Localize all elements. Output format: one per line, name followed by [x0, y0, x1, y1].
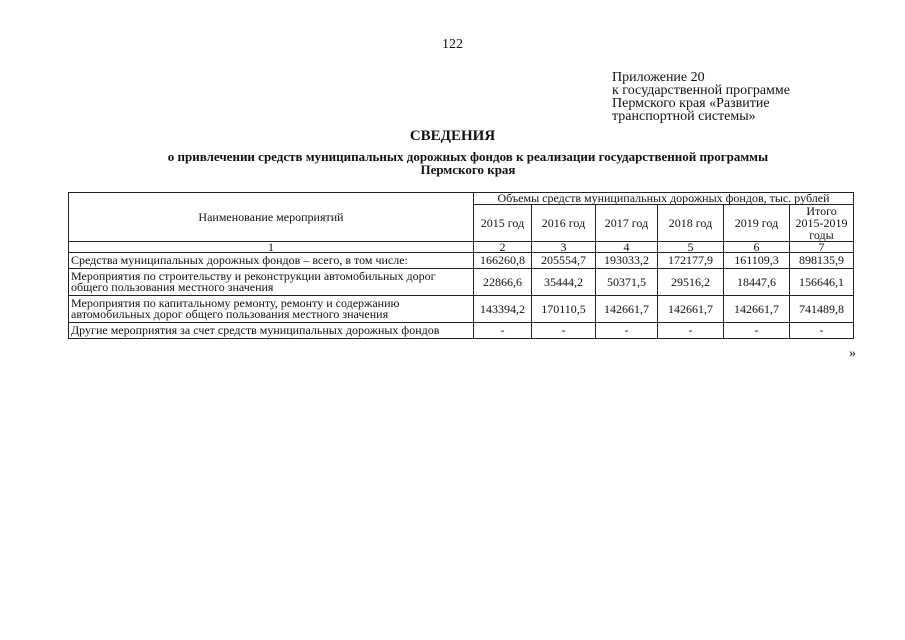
table-cell: 50371,5: [596, 269, 658, 296]
table-cell: 161109,3: [724, 253, 790, 269]
column-number: 6: [724, 242, 790, 253]
year-header: 2017 год: [596, 205, 658, 242]
table-row: [69, 296, 854, 323]
table-row: [69, 253, 854, 269]
column-number-row: [69, 242, 854, 253]
row-label-line: Средства муниципальных дорожных фондов – всего, в том числе:: [71, 253, 408, 267]
table-cell: 142661,7: [658, 296, 724, 323]
table-cell: -: [474, 323, 532, 339]
row-label-line: Мероприятия по капитальному ремонту, ремонту и содержанию: [71, 296, 400, 310]
table-cell: 143394,2: [474, 296, 532, 323]
page-number: 122: [442, 37, 463, 52]
table-cell: 193033,2: [596, 253, 658, 269]
appendix-line: Приложение 20: [612, 70, 705, 85]
column-number: 2: [474, 242, 532, 253]
table-cell: 898135,9: [790, 253, 854, 269]
subtitle-line: Пермского края: [420, 162, 516, 177]
table-cell: 741489,8: [790, 296, 854, 323]
volume-header: Объемы средств муниципальных дорожных фондов, тыс. рублей: [474, 193, 854, 205]
table-cell: 205554,7: [532, 253, 596, 269]
row-label: [69, 323, 474, 339]
document-subtitle: [118, 150, 818, 176]
table-cell: -: [596, 323, 658, 339]
row-label-line: автомобильных дорог общего пользования местного значения: [71, 307, 389, 321]
appendix-line: Пермского края «Развитие: [612, 96, 770, 111]
row-label: [69, 296, 474, 323]
column-number: 5: [658, 242, 724, 253]
table-cell: 156646,1: [790, 269, 854, 296]
name-column-header: Наименование мероприятий: [69, 193, 474, 242]
table-cell: 166260,8: [474, 253, 532, 269]
table-cell: -: [658, 323, 724, 339]
table-cell: -: [724, 323, 790, 339]
year-header: 2016 год: [532, 205, 596, 242]
table-cell: 29516,2: [658, 269, 724, 296]
appendix-line: транспортной системы»: [612, 109, 756, 124]
row-label: [69, 253, 474, 269]
appendix-line: к государственной программе: [612, 83, 790, 98]
row-label-line: Другие мероприятия за счет средств муниципальных дорожных фондов: [71, 323, 440, 337]
total-header-line: Итого: [806, 204, 837, 218]
total-header: [790, 205, 854, 242]
year-header: 2015 год: [474, 205, 532, 242]
funds-table: [68, 192, 854, 339]
table-cell: 22866,6: [474, 269, 532, 296]
table-cell: -: [790, 323, 854, 339]
total-header-line: 2015-2019: [795, 216, 848, 230]
column-number: 3: [532, 242, 596, 253]
table-cell: 18447,6: [724, 269, 790, 296]
table-cell: 142661,7: [724, 296, 790, 323]
subtitle-line: о привлечении средств муниципальных дорожных фондов к реализации государственной программы: [167, 149, 769, 164]
table-cell: 170110,5: [532, 296, 596, 323]
row-label-line: Мероприятия по строительству и реконструкции автомобильных дорог: [71, 269, 436, 283]
column-number: 4: [596, 242, 658, 253]
document-title: СВЕДЕНИЯ: [409, 128, 496, 144]
appendix-note: [612, 71, 790, 123]
table-cell: -: [532, 323, 596, 339]
table-row: [69, 323, 854, 339]
table-cell: 35444,2: [532, 269, 596, 296]
year-header: 2018 год: [658, 205, 724, 242]
closing-quote: »: [849, 346, 856, 361]
table-cell: 172177,9: [658, 253, 724, 269]
column-number: 1: [69, 242, 474, 253]
row-label-line: общего пользования местного значения: [71, 280, 274, 294]
year-header: 2019 год: [724, 205, 790, 242]
total-header-line: годы: [809, 228, 834, 242]
table-row: [69, 269, 854, 296]
column-number: 7: [790, 242, 854, 253]
row-label: [69, 269, 474, 296]
table-cell: 142661,7: [596, 296, 658, 323]
